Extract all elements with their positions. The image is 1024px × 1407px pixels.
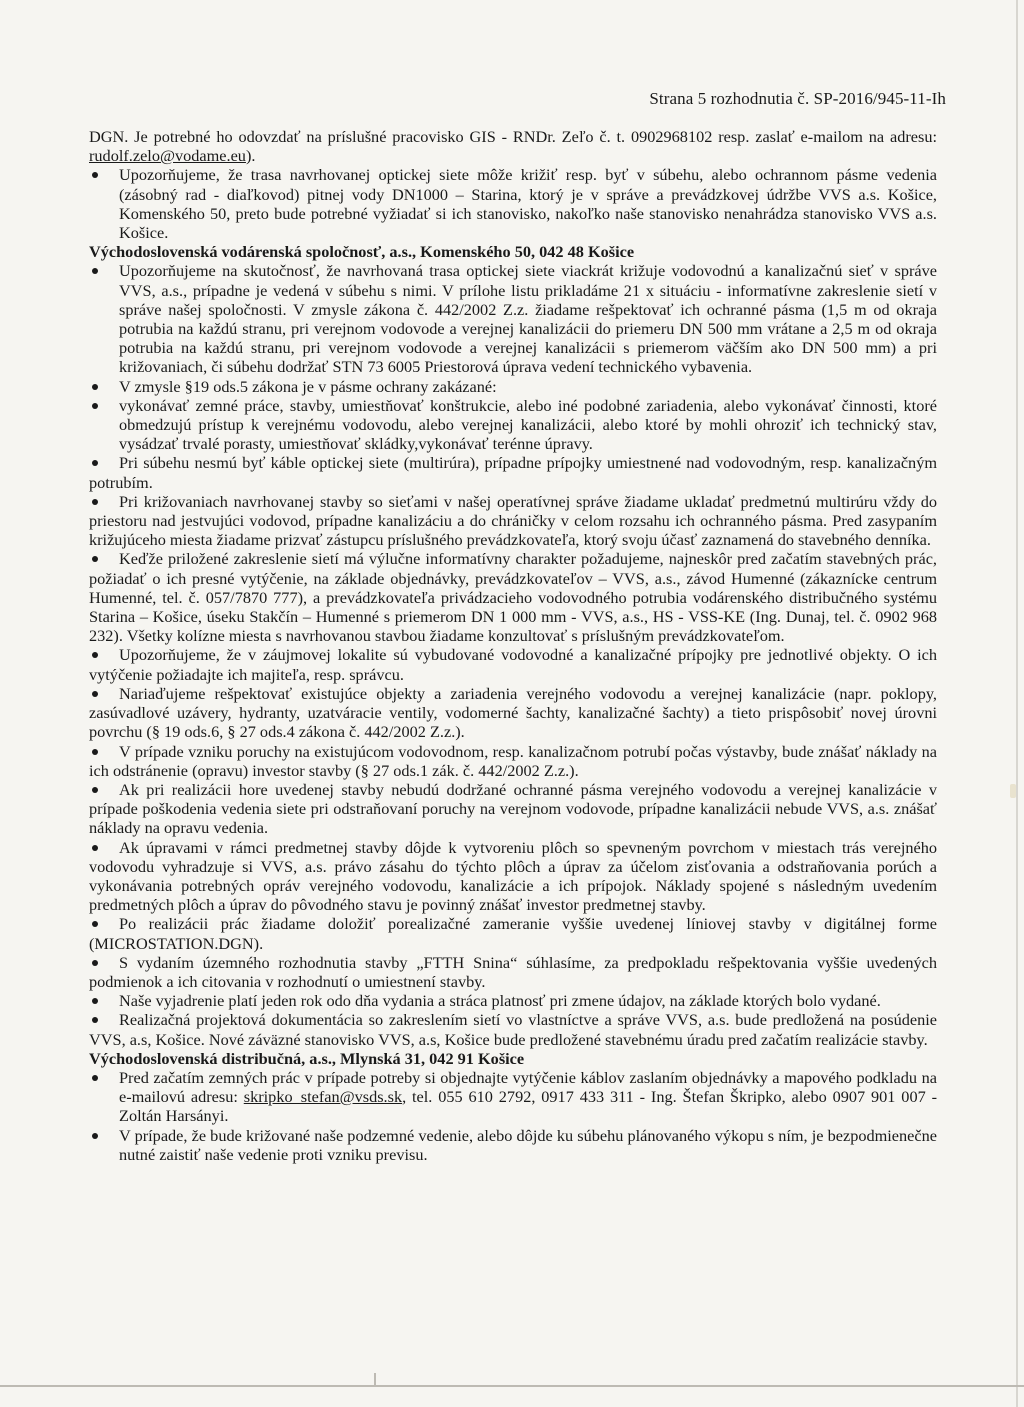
bullet-item: Pri súbehu nesmú byť káble optickej siete (multirúra), prípadne prípojky umiestnené nad vodovodným, resp. kanalizačným potrubím. <box>89 453 937 492</box>
bullet-item: Pri križovaniach navrhovanej stavby so sieťami v našej operatívnej správe žiadame ukladať predmetnú multirúru vždy do priestoru nad jestvujúci vodovod, prípadne kanalizáciu a do chráničky v celom rozsahu ich ochranného pásma. Pred zasypaním križujúceho miesta žiadame prizvať zástupcu príslušného prevádzkovateľa, ktorý svoju účasť zaznamená do stavebného denníka. <box>89 491 937 550</box>
vsd-text-a: Pred začatím zemných prác v prípade potreby si objednajte vytýčenie káblov zaslaním objednávky a mapového podkladu na e-mailovú adresu: <box>119 1067 937 1107</box>
bullet-item: S vydaním územného rozhodnutia stavby „FTTH Snina“ súhlasíme, za predpokladu rešpektovania vyššie uvedených podmienok a ich citovania v rozhodnutí o umiestnení stavby. <box>89 952 937 991</box>
bullet-item: Upozorňujeme, že v záujmovej lokalite sú vybudované vodovodné a kanalizačné prípojky pre jednotlivé objekty. O ich vytýčenie požiadajte ich majiteľa, resp. správcu. <box>89 645 937 684</box>
email-link-skripko[interactable]: skripko_stefan@vsds.sk <box>243 1087 403 1107</box>
bullet-item: Upozorňujeme, že trasa navrhovanej optickej siete môže križiť resp. byť v súbehu, alebo ochrannom pásme vedenia (zásobný rad - diaľkovod) pitnej vody DN1000 – Starina, ktorý je v správe a prevádzkovej údržbe VVS a.s. Košice, Komenského 50, preto bude potrebné vyžiadať si ich stanovisko, nakoľko naše stanovisko nenahrádza stanovisko VVS a.s. Košice. <box>89 165 937 242</box>
scan-bottom-line <box>0 1385 1024 1387</box>
bullet-item: Keďže priložené zakreslenie sietí má výlučne informatívny charakter požadujeme, najneskôr pred začatím stavebných prác, požiadať o ich presné vytýčenie, na základe objednávky, prevádzkovateľov – VVS, a.s., závod Humenné (zákaznícke centrum Humenné, tel. č. 057/7870 777), a prevádzkovateľa privádzacieho vodovodného potrubia vodárenského distribučného systému Starina – Košice, úseku Stakčín – Humenné s priemerom DN 1 000 mm - VVS, a.s., HS - VSS-KE (Ing. Dunaj, tel. č. 0902 968 232). Všetky kolízne miesta s navrhovanou stavbou žiadame konzultovať s príslušným prevádzkovateľom. <box>89 549 937 646</box>
intro-end: ). <box>245 146 256 166</box>
intro-text: DGN. Je potrebné ho odovzdať na príslušné pracovisko GIS - RNDr. Zeľo č. t. 0902968102 resp. zaslať e-mailom na adresu: <box>89 127 937 146</box>
section-heading-vsd: Východoslovenská distribučná, a.s., Mlynská 31, 042 91 Košice <box>89 1048 525 1068</box>
scan-edge <box>1016 0 1018 1407</box>
vsd-text-b: , tel. 055 610 2792, 0917 433 311 - Ing. Štefan Škripko, alebo 0907 901 007 - Zoltán Harsányi. <box>119 1087 938 1126</box>
page-header: Strana 5 rozhodnutia č. SP-2016/945-11-Ih <box>649 89 946 108</box>
bullet-item: vykonávať zemné práce, stavby, umiestňovať konštrukcie, alebo iné podobné zariadenia, alebo vykonávať činnosti, ktoré obmedzujú prístup k verejnému vodovodu, alebo verejnej kanalizácii, alebo ktoré by mohli ohroziť ich technický stav, vysádzať trvalé porasty, umiestňovať skládky,vykonávať terénne úpravy. <box>89 396 937 454</box>
bullet-item <box>89 1068 937 1126</box>
bullet-item: Po realizácii prác žiadame doložiť porealizačné zameranie vyššie uvedenej líniovej stavby v digitálnej forme (MICROSTATION.DGN). <box>89 914 937 953</box>
bullet-item: Naše vyjadrenie platí jeden rok odo dňa vydania a stráca platnosť pri zmene údajov, na základe ktorých bolo vydané. <box>89 991 937 1010</box>
bullet-item: Realizačná projektová dokumentácia so zakreslením sietí vo vlastníctve a správe VVS, a.s. bude predložená na posúdenie VVS, a.s, Košice. Nové záväzné stanovisko VVS, a.s, Košice bude predložené stavebnému úradu pred začatím realizácie stavby. <box>89 1010 937 1049</box>
document-body <box>89 127 937 1164</box>
bullet-item: V prípade vzniku poruchy na existujúcom vodovodnom, resp. kanalizačnom potrubí počas výstavby, bude znášať náklady na ich odstránenie (opravu) investor stavby (§ 27 ods.1 zák. č. 442/2002 Z.z.). <box>89 741 937 780</box>
bullet-item: Ak úpravami v rámci predmetnej stavby dôjde k vytvoreniu plôch so spevneným povrchom v miestach trás verejného vodovodu vyhradzuje si VVS, a.s. právo zásahu do týchto plôch a úprav za účelom zisťovania a odstraňovania porúch a vykonávania potrebných opráv verejného vodovodu, kanalizácie a ich prípojok. Náklady spojené s následným uvedením predmetných plôch a úprav do pôvodného stavu je povinný znášať investor predmetnej stavby. <box>89 837 937 915</box>
bullet-item: Upozorňujeme na skutočnosť, že navrhovaná trasa optickej siete viackrát križuje vodovodnú a kanalizačnú sieť v správe VVS, a.s., prípadne je vedená v súbehu s nimi. V prílohe listu prikladáme 21 x situáciu - informatívne zakreslenie sietí v správe našej spoločnosti. V zmysle zákona č. 442/2002 Z.z. žiadame rešpektovať ich ochranné pásma (1,5 m od okraja potrubia na každú stranu, pri verejnom vodovode a verejnej kanalizácii do priemeru DN 500 mm vrátane a 2,5 m od okraja potrubia na každú stranu, pri verejnom vodovode a verejnej kanalizácii s priemerom väčším ako DN 500 mm) a pri križovaniach, či súbehu dodržať STN 73 6005 Priestorová úprava vedení technického vybavenia. <box>89 261 937 376</box>
bullet-item: Ak pri realizácii hore uvedenej stavby nebudú dodržané ochranné pásma verejného vodovodu a verejnej kanalizácie v prípade poškodenia vedenia siete pri odstraňovaní poruchy na verejnom vodovode, prípadne kanalizácii nebude VVS, a.s. znášať náklady na opravu vedenia. <box>89 779 937 838</box>
bullet-item: V zmysle §19 ods.5 zákona je v pásme ochrany zakázané: <box>89 377 937 396</box>
bullet-item: V prípade, že bude križované naše podzemné vedenie, alebo dôjde ku súbehu plánovaného výkopu s ním, je bezpodmienečne nutné zaistiť naše vedenie proti vzniku previsu. <box>89 1126 937 1164</box>
scan-bottom-tick <box>374 1373 376 1387</box>
scan-smudge <box>1010 784 1016 798</box>
email-link-zelo[interactable]: rudolf.zelo@vodame.eu <box>89 146 246 166</box>
section-heading-vvs: Východoslovenská vodárenská spoločnosť, a.s., Komenského 50, 042 48 Košice <box>89 242 635 262</box>
intro-paragraph <box>89 127 937 165</box>
bullet-item: Nariaďujeme rešpektovať existujúce objekty a zariadenia verejného vodovodu a verejnej kanalizácie (napr. poklopy, zasúvadlové uzávery, hydranty, uzatváracie ventily, vodomerné šachty, kanalizačné šachty) a tieto prispôsobiť novej úrovni povrchu (§ 19 ods.6, § 27 ods.4 zákona č. 442/2002 Z.z.). <box>89 683 937 742</box>
